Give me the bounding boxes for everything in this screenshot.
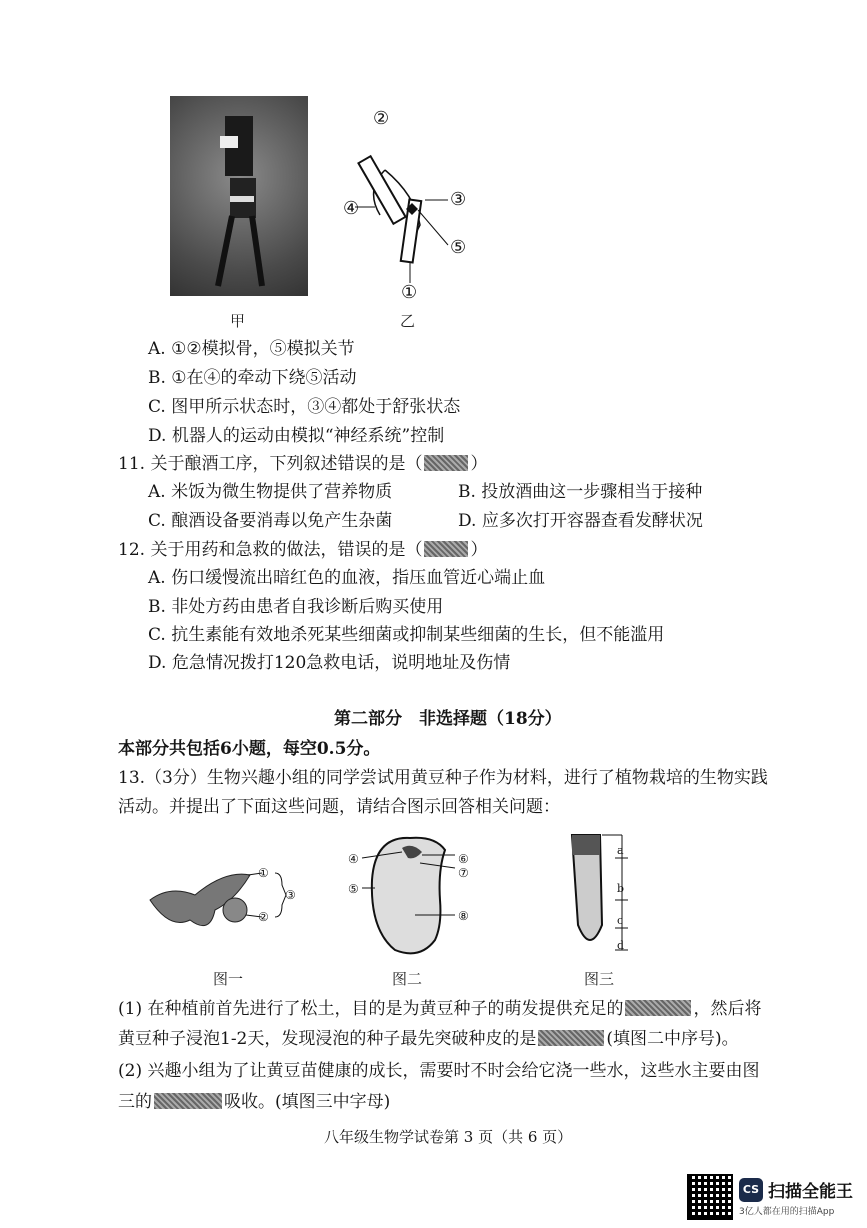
robot-figure-icon bbox=[170, 96, 308, 296]
fig2-marker-6: ⑥ bbox=[458, 852, 469, 866]
q11-stem-text: 11. 关于酿酒工序，下列叙述错误的是（ bbox=[118, 454, 423, 474]
marker-3: ③ bbox=[450, 189, 467, 210]
q11-option-b: B. 投放酒曲这一步骤相当于接种 bbox=[458, 482, 703, 502]
fig2-caption: 图二 bbox=[392, 970, 423, 988]
q13-sub2-text-b: 吸收。(填图三中字母) bbox=[224, 1092, 391, 1112]
q10-option-c: C. 图甲所示状态时，③④都处于舒张状态 bbox=[148, 397, 461, 417]
q12-stem bbox=[118, 539, 487, 561]
fig2-marker-7: ⑦ bbox=[458, 866, 469, 880]
root-tip-diagram bbox=[560, 830, 640, 960]
q13-sub1-line2 bbox=[118, 1028, 739, 1050]
scanner-name: 扫描全能王 bbox=[768, 1182, 853, 1202]
q13-sub1-blank-2[interactable] bbox=[538, 1030, 604, 1046]
q13-sub1-text-d: (填图二中序号)。 bbox=[606, 1029, 739, 1049]
part2-note: 本部分共包括6小题，每空0.5分。 bbox=[118, 739, 381, 759]
page-footer: 八年级生物学试卷第 3 页（共 6 页） bbox=[324, 1128, 573, 1146]
fig3-marker-c: c bbox=[617, 914, 624, 927]
fig3-marker-a: a bbox=[617, 844, 624, 857]
marker-5: ⑤ bbox=[450, 237, 467, 258]
q13-sub2-blank[interactable] bbox=[154, 1093, 222, 1109]
part2-title: 第二部分 非选择题（18分） bbox=[334, 709, 562, 729]
q13-sub1-text-b: ，然后将 bbox=[693, 999, 762, 1019]
q12-option-b: B. 非处方药由患者自我诊断后购买使用 bbox=[148, 597, 444, 617]
q13-sub2-line1: (2) 兴趣小组为了让黄豆苗健康的成长，需要时不时会给它浇一些水，这些水主要由图 bbox=[118, 1061, 760, 1081]
q11-stem bbox=[118, 453, 487, 475]
fig1-marker-3: ③ bbox=[285, 888, 296, 902]
fig3-marker-b: b bbox=[617, 882, 625, 895]
q10-option-a: A. ①②模拟骨，⑤模拟关节 bbox=[148, 339, 355, 359]
q13-line2: 活动。并提出了下面这些问题，请结合图示回答相关问题： bbox=[118, 797, 560, 817]
q11-stem-close: ） bbox=[470, 454, 488, 474]
scanner-brand bbox=[739, 1177, 853, 1217]
q13-sub1-line1 bbox=[118, 998, 761, 1020]
q11-option-a: A. 米饭为微生物提供了营养物质 bbox=[148, 482, 393, 502]
fig3-caption: 图三 bbox=[584, 970, 615, 988]
q13-sub1-text-a: (1) 在种植前首先进行了松土，目的是为黄豆种子的萌发提供充足的 bbox=[118, 999, 624, 1019]
q12-stem-close: ） bbox=[470, 540, 488, 560]
q13-sub2-line2 bbox=[118, 1091, 390, 1113]
fig1-caption: 图一 bbox=[213, 970, 244, 988]
q10-option-b: B. ①在④的牵动下绕⑤活动 bbox=[148, 368, 357, 388]
q13-sub2-text-a: 三的 bbox=[118, 1092, 152, 1112]
fig2-marker-8: ⑧ bbox=[458, 909, 469, 923]
q12-stem-text: 12. 关于用药和急救的做法，错误的是（ bbox=[118, 540, 423, 560]
scanner-watermark bbox=[687, 1174, 853, 1220]
marker-1: ① bbox=[401, 282, 418, 303]
fig1-marker-1: ① bbox=[258, 866, 269, 880]
q11-option-d: D. 应多次打开容器查看发酵状况 bbox=[458, 511, 703, 531]
qr-code-icon bbox=[687, 1174, 733, 1220]
q13-sub1-text-c: 黄豆种子浸泡1-2天，发现浸泡的种子最先突破种皮的是 bbox=[118, 1029, 537, 1049]
q13-sub1-blank-1[interactable] bbox=[625, 1000, 691, 1016]
q10-option-d: D. 机器人的运动由模拟“神经系统”控制 bbox=[148, 426, 445, 446]
fig1-marker-2: ② bbox=[258, 910, 269, 924]
robot-photo bbox=[170, 96, 308, 296]
scanner-tagline: 3亿人都在用的扫描App bbox=[739, 1207, 835, 1217]
q11-option-c: C. 酿酒设备要消毒以免产生杂菌 bbox=[148, 511, 393, 531]
fig2-marker-4: ④ bbox=[348, 852, 359, 866]
q12-answer-blank[interactable] bbox=[424, 541, 468, 557]
figure-yi-caption: 乙 bbox=[400, 312, 416, 330]
fig2-marker-5: ⑤ bbox=[348, 882, 359, 896]
fig3-marker-d: d bbox=[617, 939, 625, 952]
q11-answer-blank[interactable] bbox=[424, 455, 468, 471]
q13-line1: 13.（3分）生物兴趣小组的同学尝试用黄豆种子作为材料，进行了植物栽培的生物实践 bbox=[118, 768, 768, 788]
marker-4: ④ bbox=[343, 198, 360, 219]
bean-pod-diagram bbox=[140, 855, 300, 945]
marker-2: ② bbox=[373, 108, 390, 129]
cs-logo-icon: CS bbox=[739, 1178, 763, 1202]
q12-option-d: D. 危急情况拨打120急救电话，说明地址及伤情 bbox=[148, 653, 511, 673]
figure-jia-caption: 甲 bbox=[230, 312, 246, 330]
q12-option-a: A. 伤口缓慢流出暗红色的血液，指压血管近心端止血 bbox=[148, 568, 546, 588]
q12-option-c: C. 抗生素能有效地杀死某些细菌或抑制某些细菌的生长，但不能滥用 bbox=[148, 625, 665, 645]
